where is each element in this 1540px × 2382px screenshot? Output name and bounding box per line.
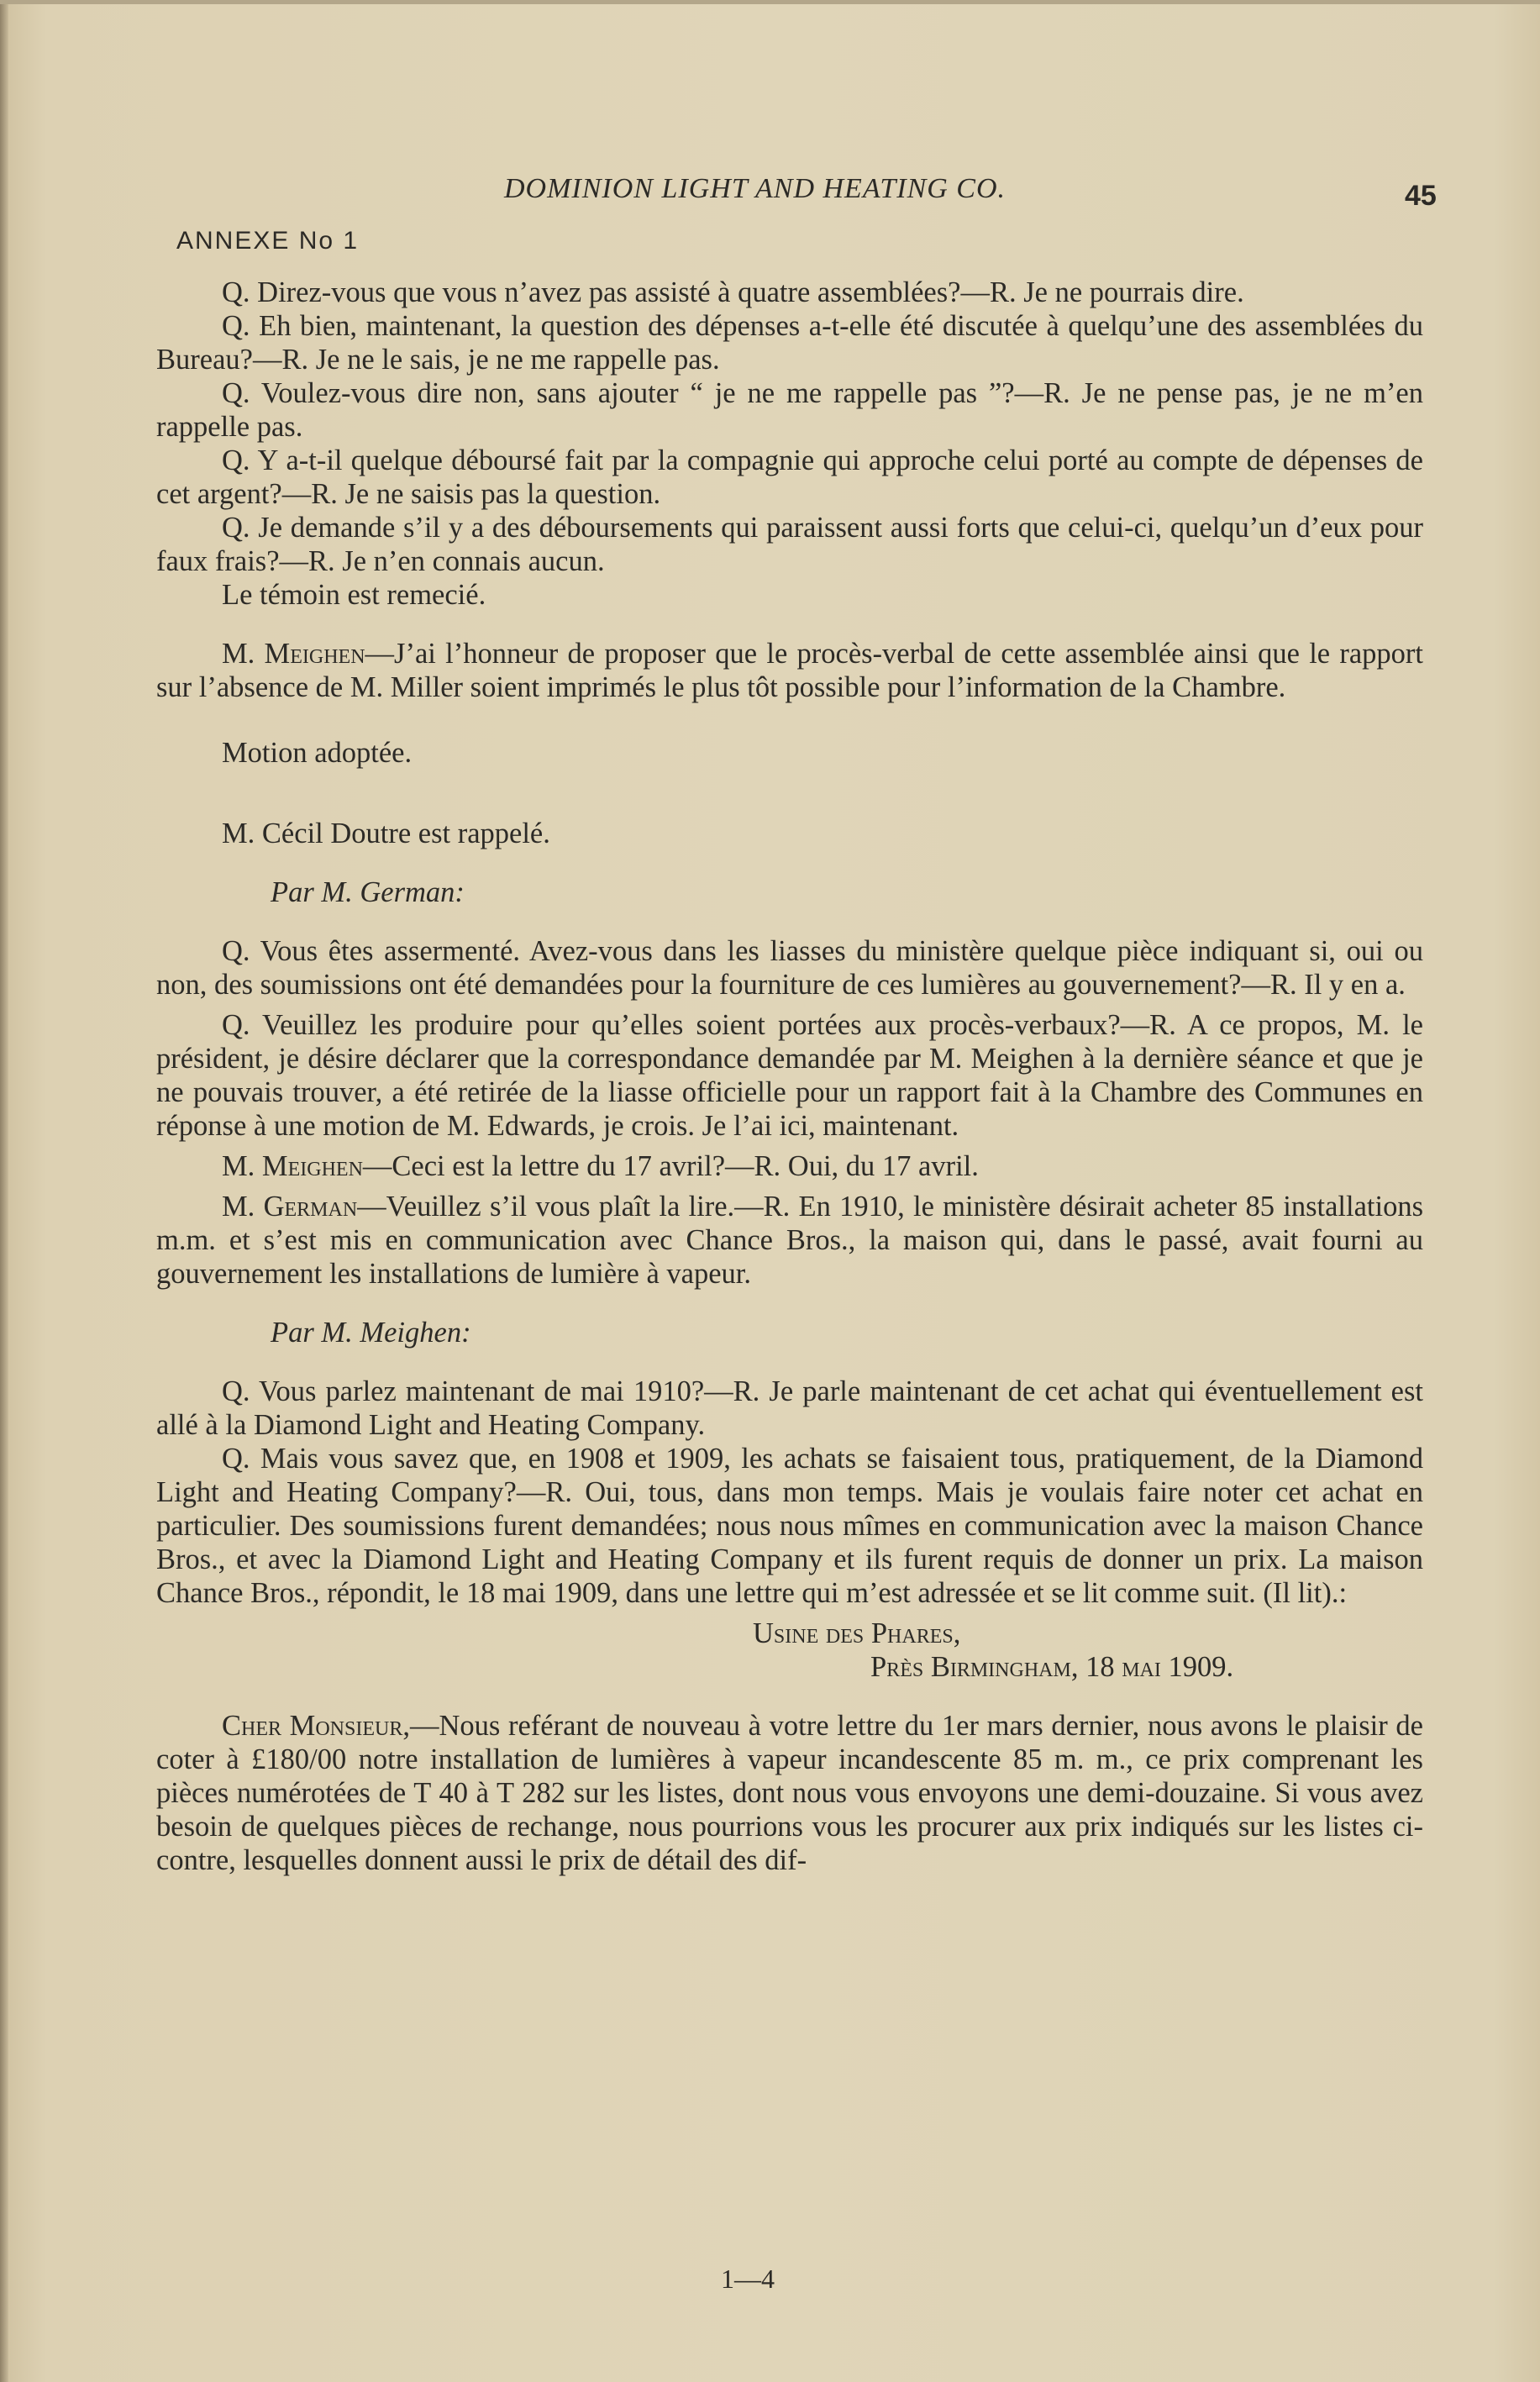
page-top-edge [0, 0, 1540, 4]
paragraph: Q. Vous parlez maintenant de mai 1910?—R. Je parle maintenant de cet achat qui éventuellement est allé à la Diamond Light and Heating Company. [156, 1375, 1423, 1441]
paragraph [156, 1149, 1423, 1183]
examiner-heading: Par M. Meighen: [271, 1317, 471, 1349]
letter-salutation: Cher Monsieur, [222, 1710, 410, 1742]
paragraph: Q. Vous êtes assermenté. Avez-vous dans les liasses du ministère quelque pièce indiquant si, oui ou non, des soumissions ont été demandées pour la fourniture de ces lumières au gouvernement?—R. Il y en a. [156, 935, 1423, 1001]
signature-mark: 1—4 [721, 2264, 775, 2294]
paragraph: Q. Voulez-vous dire non, sans ajouter “ je ne me rappelle pas ”?—R. Je ne pense pas, je ne m’en rappelle pas. [156, 377, 1423, 443]
speaker-name: M. German [222, 1191, 358, 1223]
paragraph: Q. Je demande s’il y a des déboursements qui paraissent aussi forts que celui-ci, quelqu’un d’eux pour faux frais?—R. Je n’en connais aucun. [156, 512, 1423, 577]
speaker-name: M. Meighen [222, 638, 365, 670]
paragraph: M. Cécil Doutre est rappelé. [222, 818, 550, 849]
body-text [156, 276, 1423, 1877]
page-binding-edge [0, 0, 8, 2382]
page-number: 45 [1405, 180, 1437, 212]
paragraph: Motion adoptée. [222, 737, 413, 769]
paragraph-text: —Veuillez s’il vous plaît la lire.—R. En 1910, le ministère désirait acheter 85 installations m.m. et s’est mis en communication avec Chance Bros., la maison qui, dans le passé, avait fourni au gouvernement les installations de lumière à vapeur. [156, 1191, 1424, 1290]
speaker-name: M. Meighen [222, 1150, 363, 1182]
paragraph: Q. Mais vous savez que, en 1908 et 1909, les achats se faisaient tous, pratiquement, de la Diamond Light and Heating Company?—R. Oui, tous, dans mon temps. Mais je voulais faire noter cet achat en particulier. Des soumissions furent demandées; nous nous mîmes en communication avec la maison Chance Bros., et avec la Diamond Light and Heating Company et ils furent requis de donner un prix. La maison Chance Bros., répondit, le 18 mai 1909, dans une lettre qui m’est adressée et se lit comme suit. (Il lit).: [156, 1443, 1423, 1609]
paragraph-text: —Ceci est la lettre du 17 avril?—R. Oui, du 17 avril. [362, 1150, 979, 1182]
paragraph: Q. Veuillez les produire pour qu’elles soient portées aux procès-verbaux?—R. A ce propos, M. le président, je désire déclarer que la correspondance demandée par M. Meighen à la dernière séance et que je ne pouvais trouver, a été retirée de la liasse officielle pour un rapport fait à la Chambre des Communes en réponse à une motion de M. Edwards, je crois. Je l’ai ici, maintenant. [156, 1009, 1423, 1142]
letter-address-line: Usine des Phares, [753, 1617, 961, 1649]
paragraph [156, 1709, 1423, 1877]
paragraph-text: —Nous reférant de nouveau à votre lettre du 1er mars dernier, nous avons le plaisir de coter à £180/00 notre installation de lumières à vapeur incandescente 85 m. m., ce prix comprenant les pièces numérotées de T 40 à T 282 sur les listes, dont nous vous envoyons une demi-douzaine. Si vous avez besoin de quelques pièces de rechange, nous pourrions vous les procurer aux prix indiqués sur les listes ci-contre, lesquelles donnent aussi le prix de détail des dif- [156, 1710, 1423, 1876]
annexe-label: ANNEXE No 1 [176, 227, 360, 255]
paragraph: Q. Eh bien, maintenant, la question des dépenses a-t-elle été discutée à quelqu’une des assemblées du Bureau?—R. Je ne le sais, je ne me rappelle pas. [156, 310, 1423, 376]
paragraph: Le témoin est remecié. [222, 579, 486, 611]
examiner-heading: Par M. German: [271, 876, 465, 908]
paragraph: Q. Y a-t-il quelque déboursé fait par la compagnie qui approche celui porté au compte de dépenses de cet argent?—R. Je ne saisis pas la question. [156, 444, 1423, 510]
paragraph [156, 637, 1423, 704]
paragraph: Q. Direz-vous que vous n’avez pas assisté à quatre assemblées?—R. Je ne pourrais dire. [222, 276, 1244, 308]
letter-address-line: Près Birmingham, 18 mai 1909. [870, 1651, 1234, 1683]
paragraph [156, 1190, 1423, 1291]
running-title: DOMINION LIGHT AND HEATING CO. [504, 173, 1007, 204]
paragraph-text: —J’ai l’honneur de proposer que le procès-verbal de cette assemblée ainsi que le rapport sur l’absence de M. Miller soient imprimés le plus tôt possible pour l’information de la Chambre. [156, 638, 1423, 703]
